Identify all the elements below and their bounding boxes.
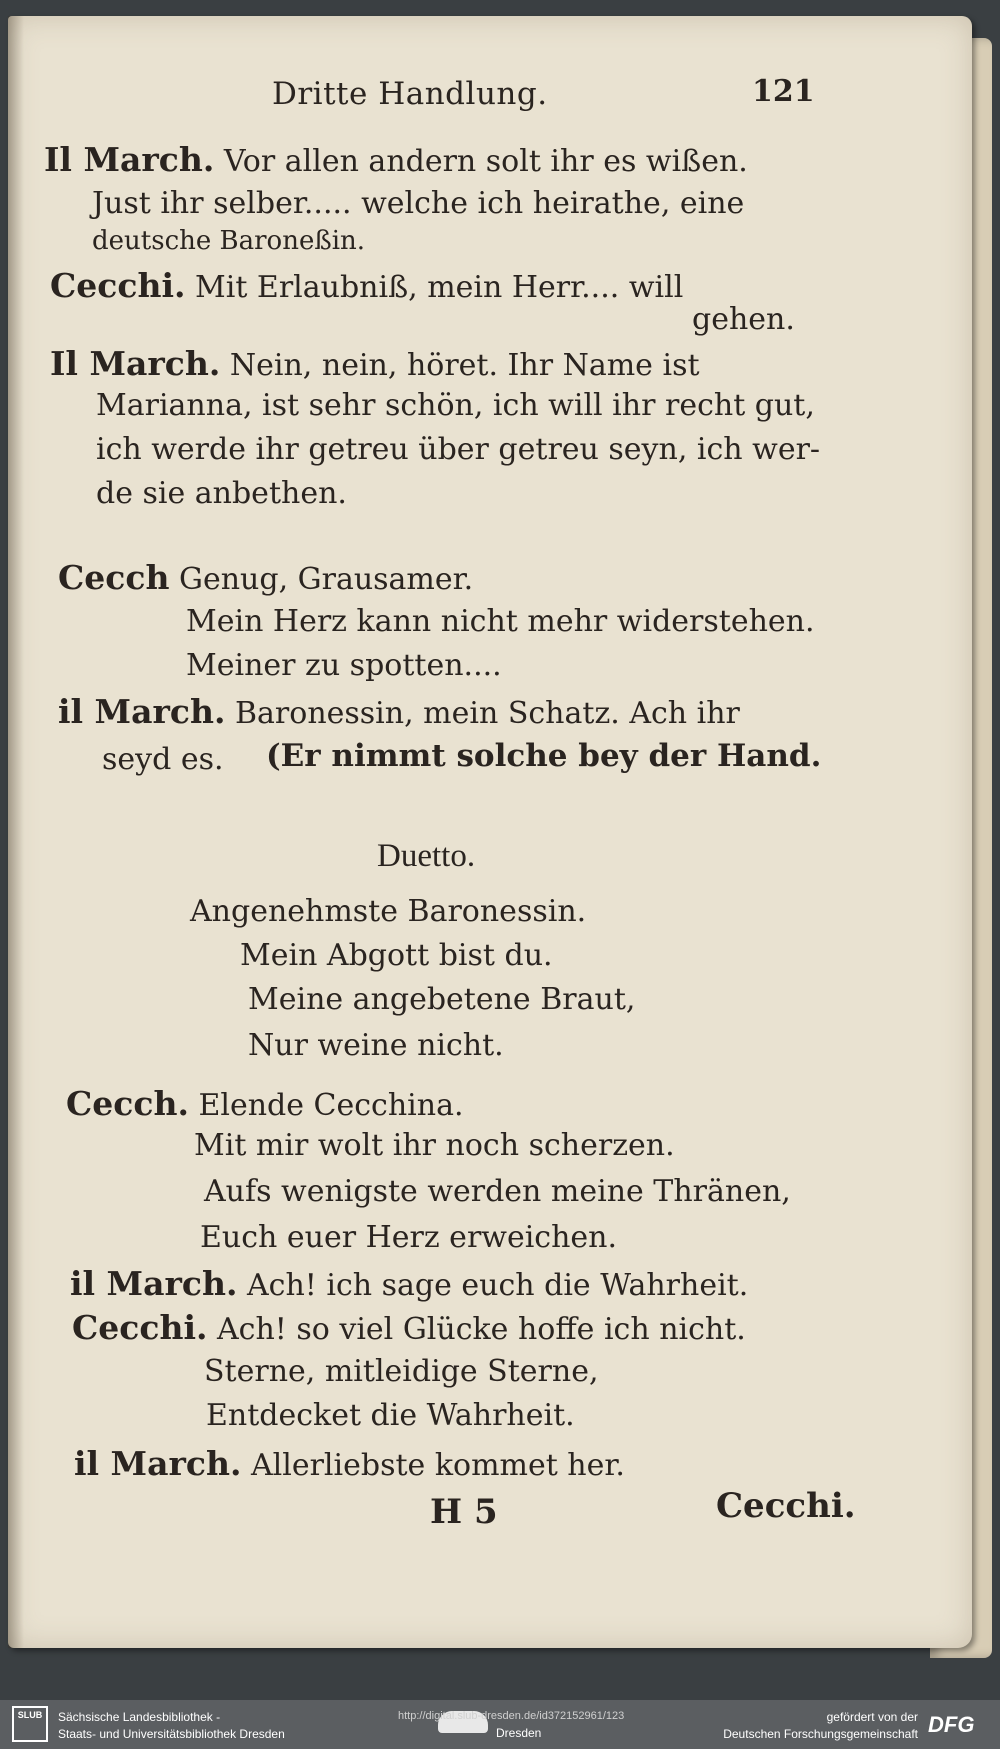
- speaker-name: il March.: [74, 1444, 242, 1483]
- line-text: Mein Abgott bist du.: [240, 938, 553, 973]
- duetto-line: [240, 938, 553, 973]
- line-text: Genug, Grausamer.: [179, 562, 474, 597]
- line-text: Elende Cecchina.: [198, 1088, 464, 1123]
- line-text: Nur weine nicht.: [248, 1028, 504, 1063]
- line-text: Aufs wenigste werden meine Thränen,: [204, 1174, 791, 1209]
- signature-mark: H 5: [430, 1492, 498, 1532]
- funding-line-2: Deutschen Forschungsgemeinschaft: [723, 1727, 918, 1741]
- line-text: ich werde ihr getreu über getreu seyn, ich wer-: [96, 432, 821, 467]
- dialogue-line: [50, 266, 683, 305]
- dialogue-line: [50, 344, 700, 383]
- dialogue-line: [102, 742, 224, 777]
- line-text: Vor allen andern solt ihr es wißen.: [223, 144, 748, 179]
- duetto-line: [194, 1128, 675, 1163]
- line-text: Meiner zu spotten....: [186, 648, 502, 683]
- line-text: de sie anbethen.: [96, 476, 347, 511]
- speaker-name: Cecchi.: [72, 1308, 208, 1347]
- dialogue-line: [96, 432, 820, 467]
- line-text: Ach! ich sage euch die Wahrheit.: [246, 1268, 749, 1303]
- section-title: Duetto.: [377, 838, 476, 874]
- dialogue-line: [92, 186, 744, 221]
- line-text: Mit mir wolt ihr noch scherzen.: [194, 1128, 675, 1163]
- duetto-line: [200, 1220, 617, 1255]
- city-label: Dresden: [496, 1726, 542, 1740]
- dialogue-line: [92, 226, 365, 256]
- dialogue-line: [58, 558, 473, 597]
- line-text: seyd es.: [102, 742, 224, 777]
- dialogue-line: [96, 388, 815, 423]
- duetto-line: [204, 1174, 791, 1209]
- funding-line-1: gefördert von der: [826, 1710, 918, 1724]
- speaker-name: Cecch: [58, 558, 170, 597]
- line-text: Allerliebste kommet her.: [250, 1448, 625, 1483]
- duetto-line: [206, 1398, 575, 1433]
- line-text: deutsche Baroneßin.: [92, 226, 366, 256]
- line-text: Meine angebetene Braut,: [248, 982, 636, 1017]
- line-text: Sterne, mitleidige Sterne,: [204, 1354, 599, 1389]
- line-text: Baronessin, mein Schatz. Ach ihr: [234, 696, 740, 731]
- dialogue-line: [44, 140, 748, 179]
- library-line-1: Sächsische Landesbibliothek -: [58, 1710, 221, 1724]
- speaker-name: Il March.: [50, 344, 221, 383]
- dialogue-line: [186, 648, 502, 683]
- line-text: Mit Erlaubniß, mein Herr.... will: [195, 270, 684, 305]
- duetto-line: [72, 1308, 746, 1347]
- funding-note: [706, 1709, 918, 1743]
- library-name: [58, 1709, 285, 1743]
- dfg-logo[interactable]: DFG: [928, 1712, 975, 1737]
- line-text: gehen.: [692, 302, 795, 337]
- duetto-line: [248, 982, 635, 1017]
- duetto-line: [66, 1084, 464, 1123]
- line-text: Euch euer Herz erweichen.: [200, 1220, 618, 1255]
- dialogue-line: [58, 692, 740, 731]
- permalink-url[interactable]: http://digital.slub-dresden.de/id372152961/123: [398, 1710, 625, 1722]
- page-number: 121: [752, 74, 815, 109]
- dialogue-line: [692, 302, 795, 337]
- catchword: Cecchi.: [716, 1486, 856, 1526]
- speaker-name: Cecch.: [66, 1084, 189, 1123]
- line-text: Mein Herz kann nicht mehr widerstehen.: [186, 604, 815, 639]
- library-line-2: Staats- und Universitätsbibliothek Dresden: [58, 1727, 285, 1741]
- duetto-line: [70, 1264, 748, 1303]
- speaker-name: il March.: [70, 1264, 238, 1303]
- line-text: Just ihr selber..... welche ich heirathe, eine: [92, 186, 745, 221]
- stage-direction: (Er nimmt solche bey der Hand.: [266, 738, 822, 774]
- slub-logo[interactable]: SLUB: [12, 1706, 48, 1742]
- line-text: Entdecket die Wahrheit.: [206, 1398, 575, 1433]
- line-text: Nein, nein, höret. Ihr Name ist: [229, 348, 700, 383]
- dialogue-line: [186, 604, 815, 639]
- line-text: Ach! so viel Glücke hoffe ich nicht.: [217, 1312, 746, 1347]
- duetto-line: [204, 1354, 599, 1389]
- duetto-line: [190, 894, 586, 929]
- speaker-name: Il March.: [44, 140, 215, 179]
- footer-bar: [0, 1700, 1000, 1749]
- speaker-name: Cecchi.: [50, 266, 186, 305]
- duetto-line: [248, 1028, 504, 1063]
- duetto-line: [74, 1444, 625, 1483]
- speaker-name: il March.: [58, 692, 226, 731]
- line-text: Angenehmste Baronessin.: [190, 894, 587, 929]
- line-text: Marianna, ist sehr schön, ich will ihr recht gut,: [96, 388, 815, 423]
- dialogue-line: [96, 476, 347, 511]
- running-head: Dritte Handlung.: [272, 76, 548, 112]
